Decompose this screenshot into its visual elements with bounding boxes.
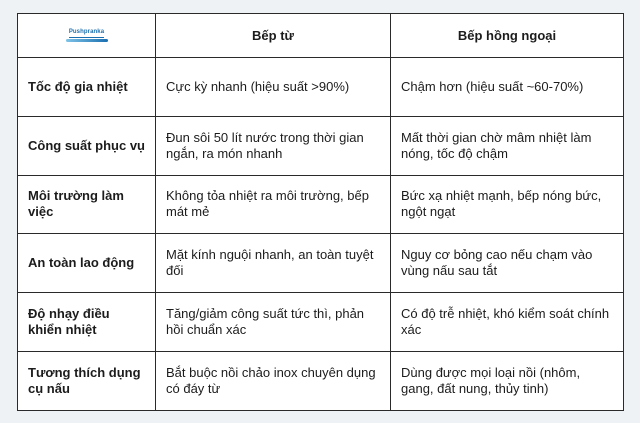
induction-cell: Mặt kính nguội nhanh, an toàn tuyệt đối bbox=[156, 234, 391, 293]
infrared-cell: Mất thời gian chờ mâm nhiệt làm nóng, tốc độ chậm bbox=[391, 116, 624, 175]
infrared-cell: Chậm hơn (hiệu suất ~60-70%) bbox=[391, 58, 624, 117]
criterion-cell: Độ nhạy điều khiển nhiệt bbox=[18, 293, 156, 352]
criterion-cell: Công suất phục vụ bbox=[18, 116, 156, 175]
brand-logo bbox=[28, 29, 145, 42]
header-infrared: Bếp hồng ngoại bbox=[391, 14, 624, 58]
criterion-cell: Tương thích dụng cụ nấu bbox=[18, 351, 156, 410]
table-row bbox=[18, 234, 624, 293]
induction-cell: Bắt buộc nồi chảo inox chuyên dụng có đáy từ bbox=[156, 351, 391, 410]
infrared-cell: Có độ trễ nhiệt, khó kiểm soát chính xác bbox=[391, 293, 624, 352]
criterion-cell: Tốc độ gia nhiệt bbox=[18, 58, 156, 117]
table-row bbox=[18, 293, 624, 352]
logo-swoosh-icon bbox=[66, 39, 108, 42]
logo-text: Pushpranka bbox=[69, 29, 104, 38]
induction-cell: Đun sôi 50 lít nước trong thời gian ngắn, ra món nhanh bbox=[156, 116, 391, 175]
criterion-cell: An toàn lao động bbox=[18, 234, 156, 293]
criterion-cell: Môi trường làm việc bbox=[18, 175, 156, 234]
comparison-table bbox=[17, 13, 624, 411]
table-row bbox=[18, 175, 624, 234]
infrared-cell: Dùng được mọi loại nồi (nhôm, gang, đất nung, thủy tinh) bbox=[391, 351, 624, 410]
table-row bbox=[18, 116, 624, 175]
induction-cell: Tăng/giảm công suất tức thì, phản hồi chuẩn xác bbox=[156, 293, 391, 352]
comparison-card bbox=[17, 13, 623, 410]
table-row bbox=[18, 351, 624, 410]
header-induction: Bếp từ bbox=[156, 14, 391, 58]
table-row bbox=[18, 58, 624, 117]
induction-cell: Không tỏa nhiệt ra môi trường, bếp mát mẻ bbox=[156, 175, 391, 234]
table-header-row bbox=[18, 14, 624, 58]
logo-cell bbox=[18, 14, 156, 58]
infrared-cell: Bức xạ nhiệt mạnh, bếp nóng bức, ngột ngạt bbox=[391, 175, 624, 234]
infrared-cell: Nguy cơ bỏng cao nếu chạm vào vùng nấu sau tắt bbox=[391, 234, 624, 293]
induction-cell: Cực kỳ nhanh (hiệu suất >90%) bbox=[156, 58, 391, 117]
